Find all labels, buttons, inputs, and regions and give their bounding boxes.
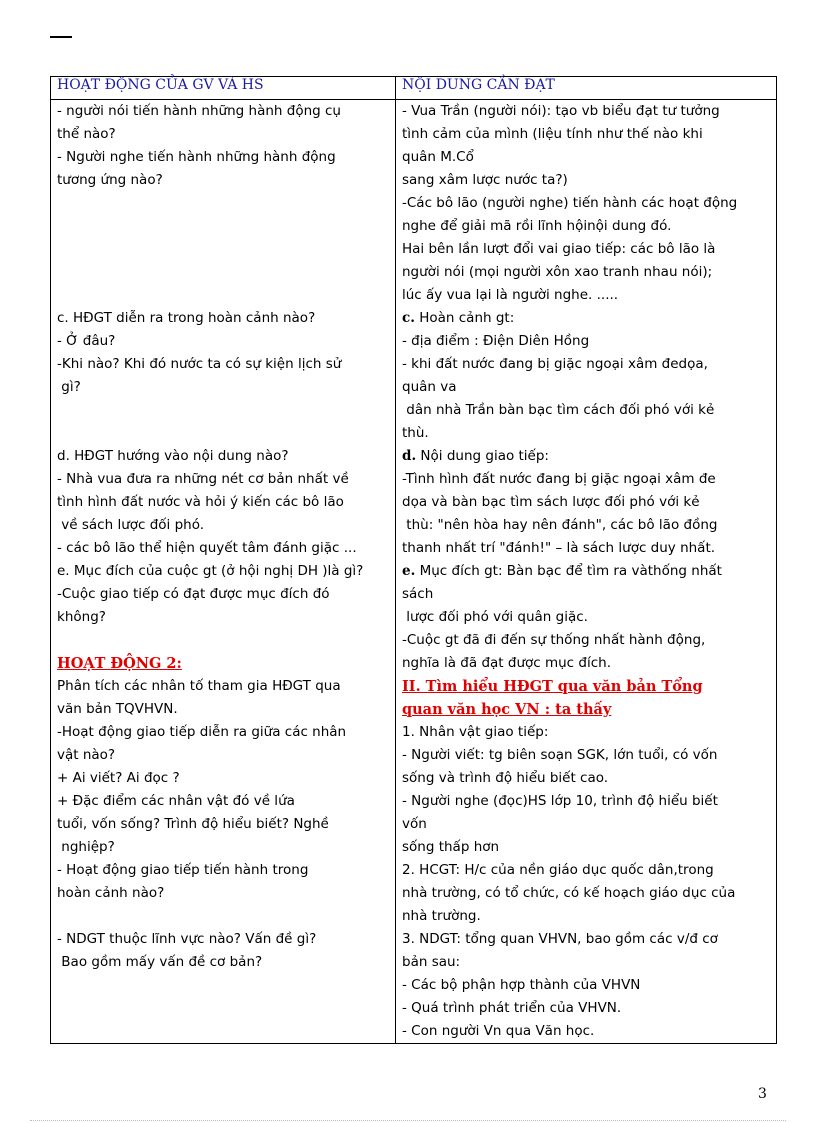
left-line: hoàn cảnh nào?	[57, 885, 165, 901]
right-line: -Các bô lão (người nghe) tiến hành các hoạt động	[402, 195, 738, 211]
left-line: - NDGT thuộc lĩnh vực nào? Vấn đề gì?	[57, 931, 317, 947]
page-number: 3	[758, 1086, 767, 1102]
section-2-heading: II. Tìm hiểu HĐGT qua văn bản Tổng	[402, 678, 703, 695]
right-line	[402, 560, 770, 583]
right-line: nhà trường.	[402, 908, 481, 924]
right-line: lúc ấy vua lại là người nghe. .....	[402, 287, 619, 303]
right-line: -Tình hình đất nước đang bị giặc ngoại xâm đe	[402, 471, 716, 487]
left-line: d. HĐGT hướng vào nội dung nào?	[57, 448, 289, 464]
left-line: - Hoạt động giao tiếp tiến hành trong	[57, 862, 309, 878]
left-line: tương ứng nào?	[57, 172, 163, 188]
left-line: - Ở đâu?	[57, 333, 116, 349]
right-line	[402, 445, 770, 468]
left-line: Phân tích các nhân tố tham gia HĐGT qua	[57, 678, 341, 694]
left-line: thể nào?	[57, 126, 116, 142]
right-line: - Quá trình phát triển của VHVN.	[402, 1000, 622, 1016]
content-table	[50, 76, 777, 1044]
left-line: văn bản TQVHVN.	[57, 701, 178, 717]
table-header-row	[51, 77, 777, 100]
table-body-row	[51, 100, 777, 1044]
right-line: thù: "nên hòa hay nên đánh", các bô lão đồng	[402, 517, 718, 533]
right-text: Mục đích gt: Bàn bạc để tìm ra vàthống nhất	[415, 563, 722, 579]
right-line: nghe để giải mã rồi lĩnh hộinội dung đó.	[402, 218, 672, 234]
right-line: thù.	[402, 425, 429, 441]
right-line: quân va	[402, 379, 457, 395]
left-line: + Đặc điểm các nhân vật đó về lứa	[57, 793, 295, 809]
right-line: sống thấp hơn	[402, 839, 500, 855]
right-line: dân nhà Trần bàn bạc tìm cách đối phó với kẻ	[402, 402, 715, 418]
right-line: bản sau:	[402, 954, 461, 970]
left-line: + Ai viết? Ai đọc ?	[57, 770, 180, 786]
left-line: -Khi nào? Khi đó nước ta có sự kiện lịch sử	[57, 356, 342, 372]
label-c: c.	[402, 310, 415, 326]
left-line: tuổi, vốn sống? Trình độ hiểu biết? Nghề	[57, 816, 329, 832]
left-line: - Người nghe tiến hành những hành động	[57, 149, 336, 165]
right-line: sách	[402, 586, 434, 602]
right-line: quân M.Cổ	[402, 149, 474, 165]
left-line: tình hình đất nước và hỏi ý kiến các bô lão	[57, 494, 344, 510]
right-line: dọa và bàn bạc tìm sách lược đối phó với kẻ	[402, 494, 700, 510]
right-line: vốn	[402, 816, 427, 832]
header-left: HOẠT ĐỘNG CỦA GV VÀ HS	[51, 77, 396, 100]
left-line: - các bô lão thể hiện quyết tâm đánh giặc ...	[57, 540, 357, 556]
left-line: -Cuộc giao tiếp có đạt được mục đích đó	[57, 586, 330, 602]
right-line: - Các bộ phận hợp thành của VHVN	[402, 977, 641, 993]
left-line: gì?	[57, 379, 81, 395]
left-line: -Hoạt động giao tiếp diễn ra giữa các nhân	[57, 724, 347, 740]
top-dash-mark	[50, 36, 72, 38]
right-line	[402, 307, 770, 330]
footer-dotted-line	[30, 1120, 786, 1121]
right-text: Nội dung giao tiếp:	[416, 448, 549, 464]
right-line: - Con người Vn qua Văn học.	[402, 1023, 595, 1039]
activity-2-heading: HOẠT ĐỘNG 2:	[57, 655, 182, 672]
left-line: - người nói tiến hành những hành động cụ	[57, 103, 341, 119]
left-line: vật nào?	[57, 747, 116, 763]
right-line: 3. NDGT: tổng quan VHVN, bao gồm các v/đ cơ	[402, 931, 718, 947]
right-line: lược đối phó với quân giặc.	[402, 609, 588, 625]
right-line: tình cảm của mình (liệu tính như thế nào khi	[402, 126, 703, 142]
label-d: d.	[402, 448, 417, 464]
right-line: nhà trường, có tổ chức, có kế hoạch giáo dục của	[402, 885, 736, 901]
right-line: thanh nhất trí "đánh!" – là sách lược duy nhất.	[402, 540, 716, 556]
section-2-heading-cont: quan văn học VN : ta thấy	[402, 701, 612, 718]
right-line: 2. HCGT: H/c của nền giáo dục quốc dân,trong	[402, 862, 714, 878]
left-line: - Nhà vua đưa ra những nét cơ bản nhất về	[57, 471, 349, 487]
right-line: - địa điểm : Điện Diên Hồng	[402, 333, 590, 349]
left-line: Bao gồm mấy vấn đề cơ bản?	[57, 954, 263, 970]
left-column	[51, 100, 396, 1044]
left-line: e. Mục đích của cuộc gt (ở hội nghị DH )là gì?	[57, 563, 364, 579]
right-line: - khi đất nước đang bị giặc ngoại xâm đedọa,	[402, 356, 708, 372]
right-text: Hoàn cảnh gt:	[414, 310, 515, 326]
left-line: c. HĐGT diễn ra trong hoàn cảnh nào?	[57, 310, 316, 326]
right-line: 1. Nhân vật giao tiếp:	[402, 724, 549, 740]
left-line: về sách lược đối phó.	[57, 517, 205, 533]
right-line: -Cuộc gt đã đi đến sự thống nhất hành động,	[402, 632, 706, 648]
right-line: sang xâm lược nước ta?)	[402, 172, 568, 188]
left-line: nghiệp?	[57, 839, 115, 855]
right-line: - Người nghe (đọc)HS lớp 10, trình độ hiểu biết	[402, 793, 718, 809]
right-line: người nói (mọi người xôn xao tranh nhau nói);	[402, 264, 713, 280]
right-line: - Người viết: tg biên soạn SGK, lớn tuổi, có vốn	[402, 747, 718, 763]
right-line: - Vua Trần (người nói): tạo vb biểu đạt tư tưởng	[402, 103, 720, 119]
right-line: nghĩa là đã đạt được mục đích.	[402, 655, 611, 671]
header-right: NỘI DUNG CẦN ĐẠT	[396, 77, 777, 100]
left-line: không?	[57, 609, 106, 625]
right-column	[396, 100, 777, 1044]
right-line: Hai bên lần lượt đổi vai giao tiếp: các bô lão là	[402, 241, 716, 257]
label-e: e.	[402, 563, 416, 579]
right-line: sống và trình độ hiểu biết cao.	[402, 770, 609, 786]
